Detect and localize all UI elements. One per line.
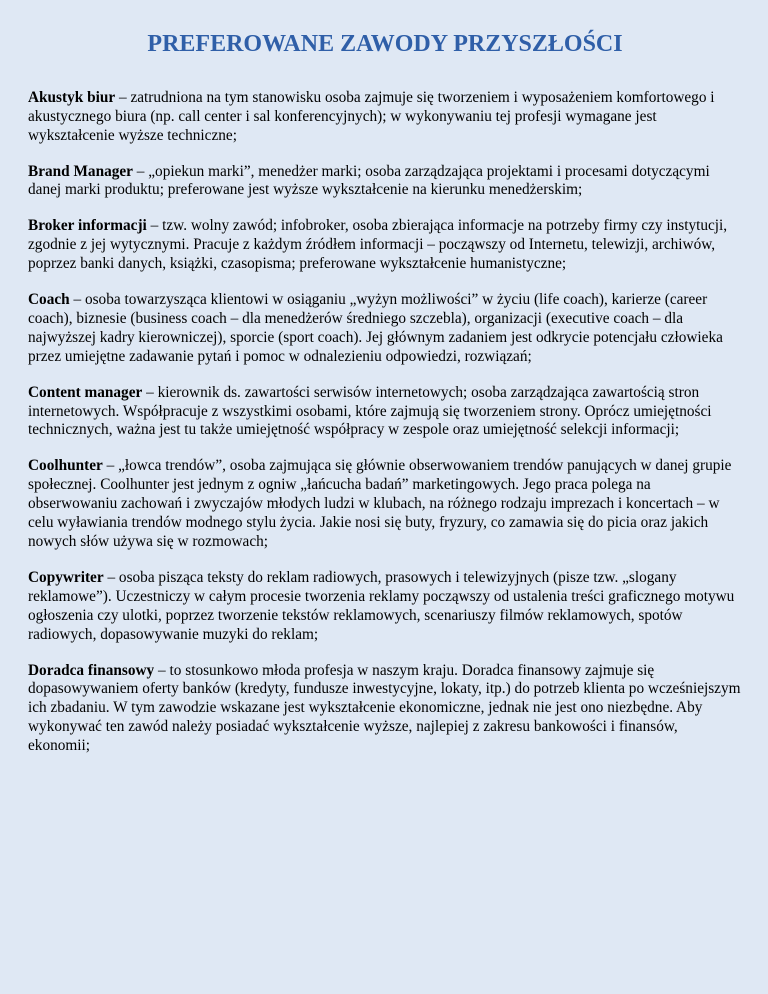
entry-description: – zatrudniona na tym stanowisku osoba zajmuje się tworzeniem i wyposażeniem komfortowego i akustycznego biura (np. call center i sal konferencyjnych); w wykonywaniu tej profesji wymagane jest wykształcenie wyższe techniczne; [28, 88, 715, 144]
entry-coolhunter [28, 457, 742, 552]
entry-term: Copywriter [28, 568, 104, 586]
entry-term: Doradca finansowy [28, 661, 155, 679]
entry-coach [28, 291, 742, 367]
entry-term: Akustyk biur [28, 88, 116, 106]
entry-description: – osoba pisząca teksty do reklam radiowych, prasowych i telewizyjnych (pisze tzw. „slogany reklamowe”). Uczestniczy w całym procesie tworzenia reklamy począwszy od ustalenia treści graficznego motywu ogłoszenia czy ulotki, poprzez tworzenie tekstów reklamowych, scenariuszy filmów reklamowych, spotów radiowych, dopasowywanie muzyki do reklam; [28, 568, 735, 643]
entry-term: Content manager [28, 383, 143, 401]
entry-broker-informacji [28, 217, 742, 274]
entry-description: – kierownik ds. zawartości serwisów internetowych; osoba zarządzająca zawartością stron internetowych. Współpracuje z wszystkimi osobami, które zajmują się tworzeniem strony. Oprócz umiejętności technicznych, ważna jest tu także umiejętność współpracy w zespole oraz umiejętność selekcji informacji; [28, 383, 712, 439]
entry-term: Brand Manager [28, 162, 133, 180]
entry-content-manager [28, 384, 742, 441]
entry-description: – „łowca trendów”, osoba zajmująca się głównie obserwowaniem trendów panujących w danej grupie społecznej. Coolhunter jest jednym z ogniw „łańcucha badań” marketingowych. Jego praca polega na obserwowaniu zachowań i zwyczajów młodych ludzi w klubach, na różnego rodzaju imprezach i koncertach – w celu wyławiania trendów modnego stylu życia. Jakie nosi się buty, fryzury, co zamawia się do picia oraz jakich nowych słów używa się w rozmowach; [28, 457, 732, 551]
entry-description: – „opiekun marki”, menedżer marki; osoba zarządzająca projektami i procesami dotyczącymi danej marki produktu; preferowane jest wyższe wykształcenie na kierunku menedżerskim; [28, 162, 710, 199]
entry-copywriter [28, 569, 742, 645]
entry-term: Coolhunter [28, 457, 103, 475]
entry-term: Coach [28, 291, 70, 309]
entry-doradca-finansowy [28, 662, 742, 757]
page-title: PREFEROWANE ZAWODY PRZYSZŁOŚCI [147, 31, 623, 57]
entry-description: – osoba towarzysząca klientowi w osiąganiu „wyżyn możliwości” w życiu (life coach), karierze (career coach), biznesie (business coach – dla menedżerów średniego szczebla), organizacji (executive coach – dla najwyższej kadry kierowniczej), sporcie (sport coach). Jej głównym zadaniem jest odkrycie potencjału człowieka przez umiejętne zadawanie pytań i pomoc w odnalezieniu odpowiedzi, rozwiązań; [28, 291, 723, 365]
entry-brand-manager [28, 163, 742, 201]
entry-description: – tzw. wolny zawód; infobroker, osoba zbierająca informacje na potrzeby firmy czy instytucji, zgodnie z jej wytycznymi. Pracuje z każdym źródłem informacji – począwszy od Internetu, telewizji, archiwów, poprzez banki danych, książki, czasopisma; preferowane wykształcenie humanistyczne; [28, 217, 728, 273]
entry-akustyk-biur [28, 89, 742, 146]
entry-description: – to stosunkowo młoda profesja w naszym kraju. Doradca finansowy zajmuje się dopasowywaniem oferty banków (kredyty, fundusze inwestycyjne, lokaty, itp.) do potrzeb klienta po wcześniejszym ich zbadaniu. W tym zawodzie wskazane jest wykształcenie ekonomiczne, jednak nie jest ono niezbędne. Aby wykonywać ten zawód należy posiadać wykształcenie wyższe, najlepiej z zakresu bankowości i finansów, ekonomii; [28, 661, 741, 755]
entry-term: Broker informacji [28, 217, 147, 235]
